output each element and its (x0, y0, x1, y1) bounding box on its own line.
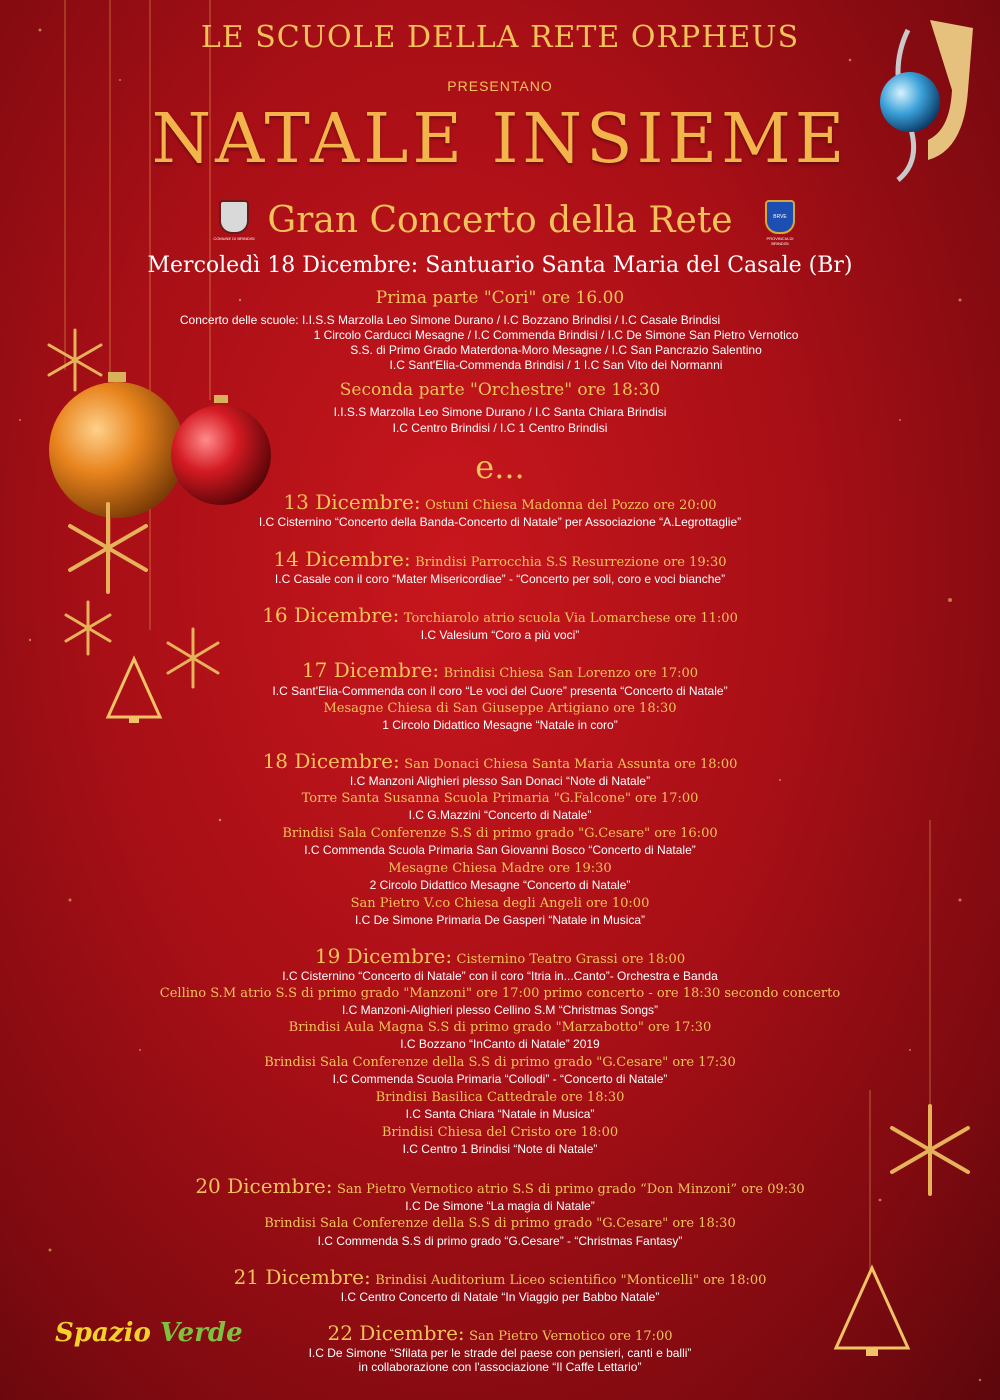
event-sub-place: Brindisi Sala Conferenze S.S di primo grado "G.Cesare" ore 16:00 (282, 826, 718, 841)
event-desc: I.C De Simone “La magia di Natale” (405, 1199, 595, 1213)
event-desc: I.C Cisternino “Concerto della Banda-Concerto di Natale” per Associazione “A.Legrottaglie” (258, 515, 742, 529)
event-date: 20 Dicembre: (195, 1174, 333, 1198)
event-heading (0, 490, 1000, 514)
spazio-verde-logo (55, 1318, 243, 1348)
part1-title: Prima parte "Cori" ore 16.00 (375, 288, 625, 308)
event-desc: I.C De Simone “Sfilata per le strade del paese con pensieri, canti e balli” (308, 1346, 692, 1360)
event-sub-place: Brindisi Aula Magna S.S di primo grado "Marzabotto" ore 17:30 (288, 1020, 712, 1035)
part1-line: S.S. di Primo Grado Materdona-Moro Mesagne / I.C San Pancrazio Salentino (350, 343, 762, 357)
event-desc: I.C Valesium “Coro a più voci” (420, 628, 580, 642)
event-desc: I.C Commenda Scuola Primaria “Collodi” - “Concerto di Natale” (332, 1072, 668, 1086)
event-heading (0, 658, 1000, 682)
event-date: 21 Dicembre: (233, 1265, 371, 1289)
logo-word-2: Verde (159, 1318, 243, 1348)
event-sub-place: Brindisi Sala Conferenze della S.S di primo grado "G.Cesare" ore 18:30 (264, 1216, 736, 1231)
event-desc: I.C Centro 1 Brindisi “Note di Natale” (402, 1142, 598, 1156)
event-date: 17 Dicembre: (301, 658, 440, 682)
event-date: 18 Dicembre: (262, 749, 400, 773)
part2-line: I.C Centro Brindisi / I.C 1 Centro Brindisi (392, 421, 608, 435)
event-date: 22 Dicembre: (327, 1321, 465, 1345)
event-heading (0, 1265, 1000, 1289)
event-heading (0, 1174, 1000, 1198)
event-sub-place: Mesagne Chiesa di San Giuseppe Artigiano ore 18:30 (323, 701, 677, 716)
event-desc: I.C Manzoni-Alighieri plesso Cellino S.M “Christmas Songs” (341, 1003, 659, 1017)
event-place: Cisternino Teatro Grassi ore 18:00 (456, 952, 686, 967)
event-sub-place: Torre Santa Susanna Scuola Primaria "G.Falcone" ore 17:00 (301, 791, 699, 806)
event-desc: I.C De Simone Primaria De Gasperi “Natale in Musica” (354, 913, 646, 927)
event-desc: I.C Santa Chiara “Natale in Musica” (405, 1107, 595, 1121)
event-sub-place: Cellino S.M atrio S.S di primo grado "Manzoni" ore 17:00 primo concerto - ore 18:30 secondo concerto (159, 986, 841, 1001)
presents-label: PRESENTANO (447, 78, 553, 94)
event-heading (0, 749, 1000, 773)
and-more: e... (475, 448, 525, 486)
event-date: 14 Dicembre: (273, 547, 411, 571)
event-place: Brindisi Auditorium Liceo scientifico "Monticelli" ore 18:00 (375, 1273, 767, 1288)
subtitle: Gran Concerto della Rete (267, 200, 733, 241)
provincia-crest-caption: PROVINCIA DI BRINDISI (766, 236, 794, 246)
event-date: 16 Dicembre: (262, 603, 400, 627)
event-sub-place: Mesagne Chiesa Madre ore 19:30 (388, 861, 612, 876)
part1-line: 1 Circolo Carducci Mesagne / I.C Commenda Brindisi / I.C De Simone San Pietro Vernotico (313, 328, 799, 342)
event-place: Brindisi Chiesa San Lorenzo ore 17:00 (443, 666, 699, 681)
event-place: San Donaci Chiesa Santa Maria Assunta ore 18:00 (404, 757, 738, 772)
event-heading (0, 603, 1000, 627)
event-desc: I.C Casale con il coro “Mater Misericordiae” - “Concerto per soli, coro e voci bianche” (274, 572, 726, 586)
event-desc: 1 Circolo Didattico Mesagne “Natale in coro” (382, 718, 618, 732)
event-heading (0, 547, 1000, 571)
main-title: NATALE INSIEME (151, 100, 849, 179)
event-sub-place: Brindisi Sala Conferenze della S.S di primo grado "G.Cesare" ore 17:30 (264, 1055, 736, 1070)
event-desc: I.C Commenda Scuola Primaria San Giovanni Bosco “Concerto di Natale” (304, 843, 696, 857)
part1-line: I.C Sant'Elia-Commenda Brindisi / 1 I.C San Vito dei Normanni (389, 358, 723, 372)
part2-line: I.I.S.S Marzolla Leo Simone Durano / I.C Santa Chiara Brindisi (333, 405, 667, 419)
event-place: Brindisi Parrocchia S.S Resurrezione ore 19:30 (415, 555, 727, 570)
part2-title: Seconda parte "Orchestre" ore 18:30 (339, 380, 661, 400)
part1-line: Concerto delle scuole: I.I.S.S Marzolla Leo Simone Durano / I.C Bozzano Brindisi / I.C Casale Brindisi (179, 313, 721, 327)
event-place: Ostuni Chiesa Madonna del Pozzo ore 20:00 (425, 498, 717, 513)
event-desc: I.C Centro Concerto di Natale “In Viaggio per Babbo Natale” (340, 1290, 660, 1304)
event-desc: I.C Manzoni Alighieri plesso San Donaci “Note di Natale” (349, 774, 651, 788)
organizer: LE SCUOLE DELLA RETE ORPHEUS (200, 20, 800, 55)
event-sub-place: San Pietro V.co Chiesa degli Angeli ore 10:00 (350, 896, 650, 911)
event-desc: I.C Commenda S.S di primo grado “G.Cesare” - “Christmas Fantasy” (317, 1234, 683, 1248)
event-sub-place: Brindisi Chiesa del Cristo ore 18:00 (381, 1125, 619, 1140)
event-place: San Pietro Vernotico atrio S.S di primo grado “Don Minzoni” ore 09:30 (336, 1182, 805, 1197)
event-desc: I.C G.Mazzini “Concerto di Natale” (408, 808, 592, 822)
main-date-line: Mercoledì 18 Dicembre: Santuario Santa Maria del Casale (Br) (147, 253, 853, 278)
event-date: 19 Dicembre: (314, 944, 453, 968)
event-place: Torchiarolo atrio scuola Via Lomarchese ore 11:00 (403, 611, 738, 626)
event-desc: I.C Cisternino “Concerto di Natale” con il coro “Itria in...Canto”- Orchestra e Banda (282, 969, 718, 983)
event-sub-place: Brindisi Basilica Cattedrale ore 18:30 (375, 1090, 625, 1105)
event-date: 13 Dicembre: (283, 490, 421, 514)
event-desc: in collaborazione con l'associazione “Il Caffe Lettario” (358, 1360, 642, 1374)
logo-word-1: Spazio (55, 1318, 151, 1348)
event-desc: I.C Bozzano “InCanto di Natale” 2019 (400, 1037, 600, 1051)
event-place: San Pietro Vernotico ore 17:00 (469, 1329, 673, 1344)
comune-crest-caption: COMUNE DI BRINDISI (213, 236, 255, 241)
provincia-shield-icon: BRVE (765, 200, 795, 234)
event-desc: 2 Circolo Didattico Mesagne “Concerto di Natale” (369, 878, 631, 892)
event-heading (0, 944, 1000, 968)
event-desc: I.C Sant'Elia-Commenda con il coro “Le voci del Cuore” presenta “Concerto di Natale” (272, 684, 728, 698)
